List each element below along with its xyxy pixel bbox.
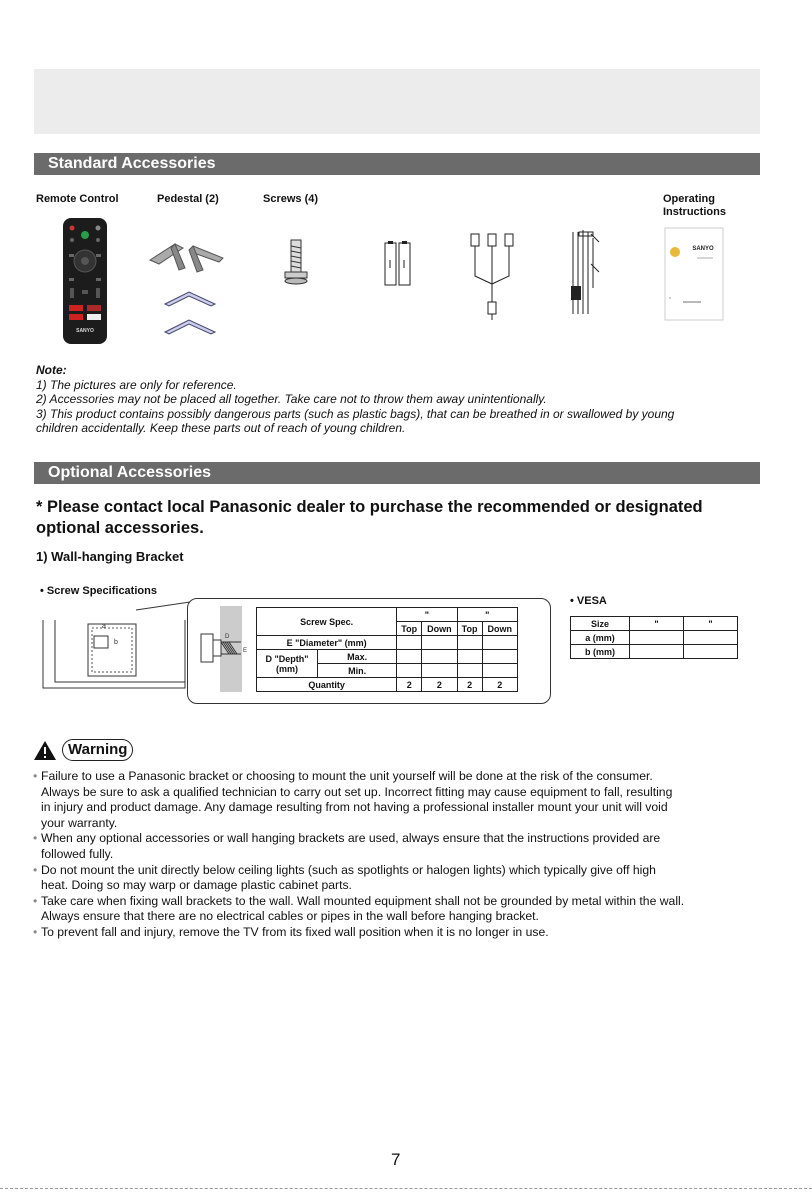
warning-item (33, 894, 773, 925)
warning-line: Always ensure that there are no electrical cables or pipes in the wall before hanging bracket. (41, 909, 539, 924)
vesa-size-label: Size (571, 617, 630, 631)
diameter-label: E "Diameter" (mm) (257, 636, 397, 650)
screw-spec-table (256, 607, 518, 692)
operating-label-line2: Instructions (663, 206, 726, 218)
warning-line: heat. Doing so may warp or damage plastic cabinet parts. (41, 878, 352, 893)
quantity-value: 2 (457, 678, 482, 692)
tv-back-diagram (40, 600, 190, 695)
operating-instructions-booklet-icon (663, 226, 725, 322)
diagram-label-a: a (102, 623, 106, 630)
wall-bracket-heading: 1) Wall-hanging Bracket (36, 549, 184, 564)
screw-spec-header: Screw Spec. (257, 608, 397, 636)
warning-line: followed fully. (41, 846, 114, 861)
booklet-brand-text: SANYO (692, 246, 714, 252)
vesa-col-group-2: " (684, 617, 738, 631)
av-cable-icon (466, 232, 518, 322)
quantity-label: Quantity (257, 678, 397, 692)
bullet-icon: • (33, 831, 38, 846)
vesa-table (570, 616, 738, 659)
quantity-value: 2 (482, 678, 517, 692)
warning-line: Take care when fixing wall brackets to the wall. Wall mounted equipment shall not be grounded by metal within the wall. (41, 893, 685, 908)
pedestal-label: Pedestal (2) (157, 193, 219, 205)
remote-control-label: Remote Control (36, 193, 119, 205)
warning-item (33, 831, 773, 862)
diagram-label-b: b (114, 639, 118, 646)
remote-brand-text: SANYO (76, 328, 94, 334)
screw-mount-diagram (195, 606, 250, 692)
diagram-label-d: D (225, 634, 230, 640)
note-line-3: 3) This product contains possibly dangerous parts (such as plastic bags), that can be breathed in or swallowed by young (36, 406, 675, 421)
note-line-1: 1) The pictures are only for reference. (36, 377, 237, 392)
contact-dealer-note (36, 497, 776, 539)
warning-line: Always be sure to ask a qualified technician to carry out set up. Incorrect fitting may cause equipment to fall, resulting (41, 784, 673, 799)
note-line-2: 2) Accessories may not be placed all together. Take care not to throw them away unintentionally. (36, 392, 547, 406)
contact-line-2: optional accessories. (36, 519, 204, 537)
warning-line: in injury and product damage. Any damage resulting from not having a professional installer mount your unit will void (41, 800, 668, 815)
remote-control-icon (60, 216, 110, 346)
warning-line: Failure to use a Panasonic bracket or choosing to mount the unit yourself will be done at the risk of the consumer. (41, 769, 653, 783)
col-top-1: Top (397, 622, 422, 636)
col-down-1: Down (422, 622, 457, 636)
col-down-2: Down (482, 622, 517, 636)
page-edge-divider (0, 1188, 812, 1189)
vesa-col-group-1: " (630, 617, 684, 631)
optional-accessories-heading: Optional Accessories (34, 462, 760, 484)
warning-line: When any optional accessories or wall hanging brackets are used, always ensure that the instructions provided are (41, 831, 661, 846)
quantity-value: 2 (397, 678, 422, 692)
warning-line: your warranty. (41, 815, 118, 830)
operating-label (663, 193, 726, 219)
operating-label-line1: Operating (663, 193, 715, 205)
min-label: Min. (318, 664, 397, 678)
screws-label: Screws (4) (263, 193, 319, 205)
contact-line-1: * Please contact local Panasonic dealer to purchase the recommended or designated (36, 498, 703, 516)
warning-line: To prevent fall and injury, remove the TV from its fixed wall position when it is no longer in use. (41, 924, 549, 939)
warning-item (33, 863, 773, 894)
bullet-icon: • (33, 893, 38, 908)
bullet-icon: • (33, 862, 38, 877)
depth-label (257, 650, 318, 678)
bullet-icon: • (33, 769, 38, 783)
note-title: Note: (36, 363, 67, 377)
depth-label-line2: (mm) (276, 663, 298, 674)
top-banner (34, 69, 760, 134)
screw-spec-title: • Screw Specifications (40, 585, 157, 597)
screw-icon (282, 238, 310, 286)
cable-bundle-icon (565, 228, 607, 318)
warning-line: Do not mount the unit directly below ceiling lights (such as spotlights or halogen lights) which typically give off high (41, 862, 656, 877)
warning-title: Warning (62, 739, 133, 761)
depth-label-line1: D "Depth" (265, 653, 309, 664)
pedestal-icon (145, 232, 235, 342)
warning-icon (33, 740, 57, 761)
batteries-icon (382, 240, 414, 288)
page-number: 7 (391, 1150, 401, 1169)
vesa-a-label: a (mm) (571, 631, 630, 645)
vesa-title: • VESA (570, 595, 607, 607)
note-block (36, 363, 766, 436)
max-label: Max. (318, 650, 397, 664)
screw-col-group-2: " (457, 608, 517, 622)
warning-item (33, 769, 773, 831)
standard-accessories-heading: Standard Accessories (34, 153, 760, 175)
warning-list (33, 769, 773, 941)
bullet-icon: • (33, 924, 38, 939)
quantity-value: 2 (422, 678, 457, 692)
diagram-label-e: E (243, 648, 248, 654)
col-top-2: Top (457, 622, 482, 636)
note-line-4: children accidentally. Keep these parts out of reach of young children. (36, 421, 406, 435)
vesa-b-label: b (mm) (571, 645, 630, 659)
warning-item (33, 925, 773, 941)
screw-col-group-1: " (397, 608, 457, 622)
